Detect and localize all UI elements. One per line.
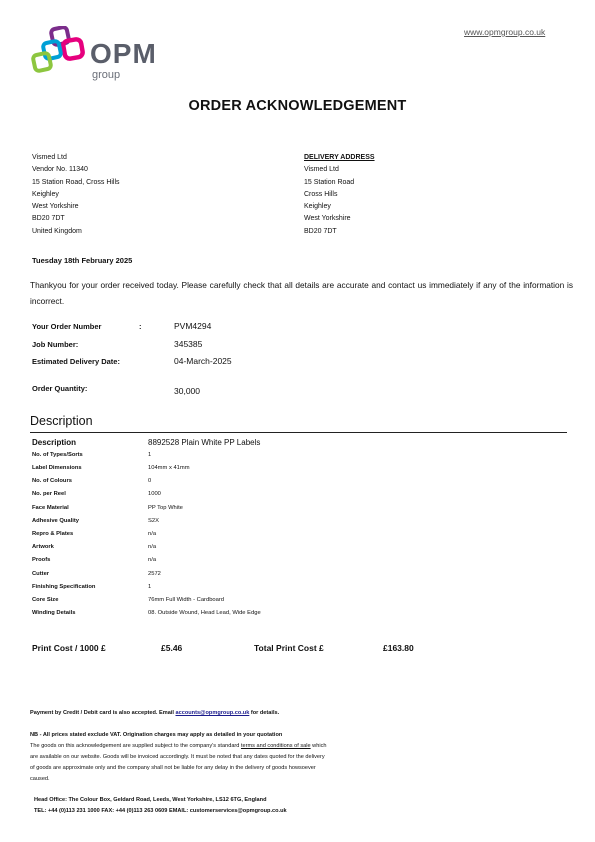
spec-value: 76mm Full Width - Cardboard [148, 597, 225, 603]
spec-label: Core Size [32, 597, 59, 603]
vat-note: NB - All prices stated exclude VAT. Origination charges may apply as detailed in your quotation [30, 732, 283, 738]
order-quantity-value: 30,000 [174, 386, 200, 396]
spec-value: S2X [148, 518, 159, 524]
delivery-address-heading: DELIVERY ADDRESS [304, 154, 375, 161]
accounts-email-link[interactable]: accounts@opmgroup.co.uk [175, 710, 250, 716]
terms-line: are available on our website. Goods will be invoiced accordingly. It must be noted that any dates quoted for the delivery [30, 754, 325, 760]
spec-value: PP Top White [148, 505, 183, 511]
order-number-label: Your Order Number [32, 322, 102, 331]
terms-text-end: which [310, 743, 327, 749]
address-line: BD20 7DT [304, 227, 337, 235]
order-date: Tuesday 18th February 2025 [32, 256, 133, 265]
terms-line: caused. [30, 776, 50, 782]
description-section-title: Description [30, 414, 93, 428]
spec-value: 1 [148, 452, 152, 458]
address-line: United Kingdom [32, 227, 82, 235]
spec-label: Cutter [32, 571, 50, 577]
logo-wordmark: OPM [90, 38, 157, 69]
spec-value: 1000 [148, 491, 161, 497]
delivery-date-label: Estimated Delivery Date: [32, 357, 120, 366]
order-number-colon: : [139, 322, 142, 331]
spec-label: Label Dimensions [32, 465, 82, 471]
order-number-value: PVM4294 [174, 321, 212, 331]
spec-label: Artwork [32, 544, 54, 550]
spec-value: n/a [148, 544, 157, 550]
payment-text-end: for details. [249, 710, 280, 716]
address-line: Cross Hills [304, 190, 338, 198]
spec-value: 2572 [148, 571, 161, 577]
terms-line [30, 741, 326, 752]
terms-text: The goods on this acknowledgement are supplied subject to the company's standard [30, 743, 241, 749]
address-line: West Yorkshire [304, 215, 351, 223]
spec-value: 0 [148, 478, 152, 484]
spec-label: No. of Types/Sorts [32, 452, 83, 458]
spec-value: 1 [148, 584, 152, 590]
total-cost-label: Total Print Cost £ [254, 643, 324, 653]
address-line: Keighley [32, 190, 59, 198]
spec-label: No. per Reel [32, 491, 66, 497]
address-line: Keighley [304, 203, 331, 211]
spec-label: Proofs [32, 557, 51, 563]
spec-value: n/a [148, 557, 157, 563]
spec-value: 104mm x 41mm [148, 465, 190, 471]
intro-paragraph: Thankyou for your order received today. Please carefully check that all details are accurate and contact us immediately if any of the information is incorrect. [30, 280, 573, 306]
website-link[interactable]: www.opmgroup.co.uk [464, 27, 546, 37]
spec-label: Repro & Plates [32, 531, 74, 537]
description-label: Description [32, 438, 77, 447]
spec-label: Winding Details [32, 610, 76, 616]
spec-value: n/a [148, 531, 157, 537]
order-quantity-label: Order Quantity: [32, 384, 88, 393]
job-number-label: Job Number: [32, 340, 79, 349]
job-number-value: 345385 [174, 339, 203, 349]
head-office-address: Head Office: The Colour Box, Geldard Road, Leeds, West Yorkshire, LS12 6TG, England [34, 797, 267, 803]
logo-subtitle: group [92, 69, 121, 81]
description-value: 8892528 Plain White PP Labels [148, 438, 261, 447]
terms-paragraph [30, 741, 326, 785]
address-line: Vismed Ltd [304, 166, 339, 174]
payment-note [30, 708, 279, 719]
contact-details: TEL: +44 (0)113 231 1000 FAX: +44 (0)113 263 0609 EMAIL: customerservices@opmgroup.co.uk [34, 808, 287, 814]
address-line: 15 Station Road, Cross Hills [32, 178, 120, 186]
page-title: ORDER ACKNOWLEDGEMENT [188, 98, 407, 114]
terms-line: of goods are approximate only and the company shall not be liable for any delay in the delivery of goods howsoever [30, 765, 316, 771]
address-line: West Yorkshire [32, 203, 79, 211]
spec-value: 08. Outside Wound, Head Lead, Wide Edge [148, 610, 261, 616]
print-cost-value: £5.46 [161, 643, 183, 653]
address-line: Vismed Ltd [32, 154, 67, 161]
spec-label: No. of Colours [32, 478, 72, 484]
spec-label: Face Material [32, 505, 69, 511]
spec-label: Finishing Specification [32, 584, 96, 590]
print-cost-label: Print Cost / 1000 £ [32, 643, 106, 653]
payment-text: Payment by Credit / Debit card is also accepted. Email [30, 710, 176, 716]
spec-label: Adhesive Quality [32, 518, 80, 524]
address-line: Vendor No. 11340 [32, 166, 88, 174]
total-cost-value: £163.80 [383, 643, 414, 653]
address-line: 15 Station Road [304, 178, 355, 186]
terms-link[interactable]: terms and conditions of sale [240, 743, 311, 749]
delivery-date-value: 04-March-2025 [174, 356, 232, 366]
address-line: BD20 7DT [32, 215, 65, 223]
